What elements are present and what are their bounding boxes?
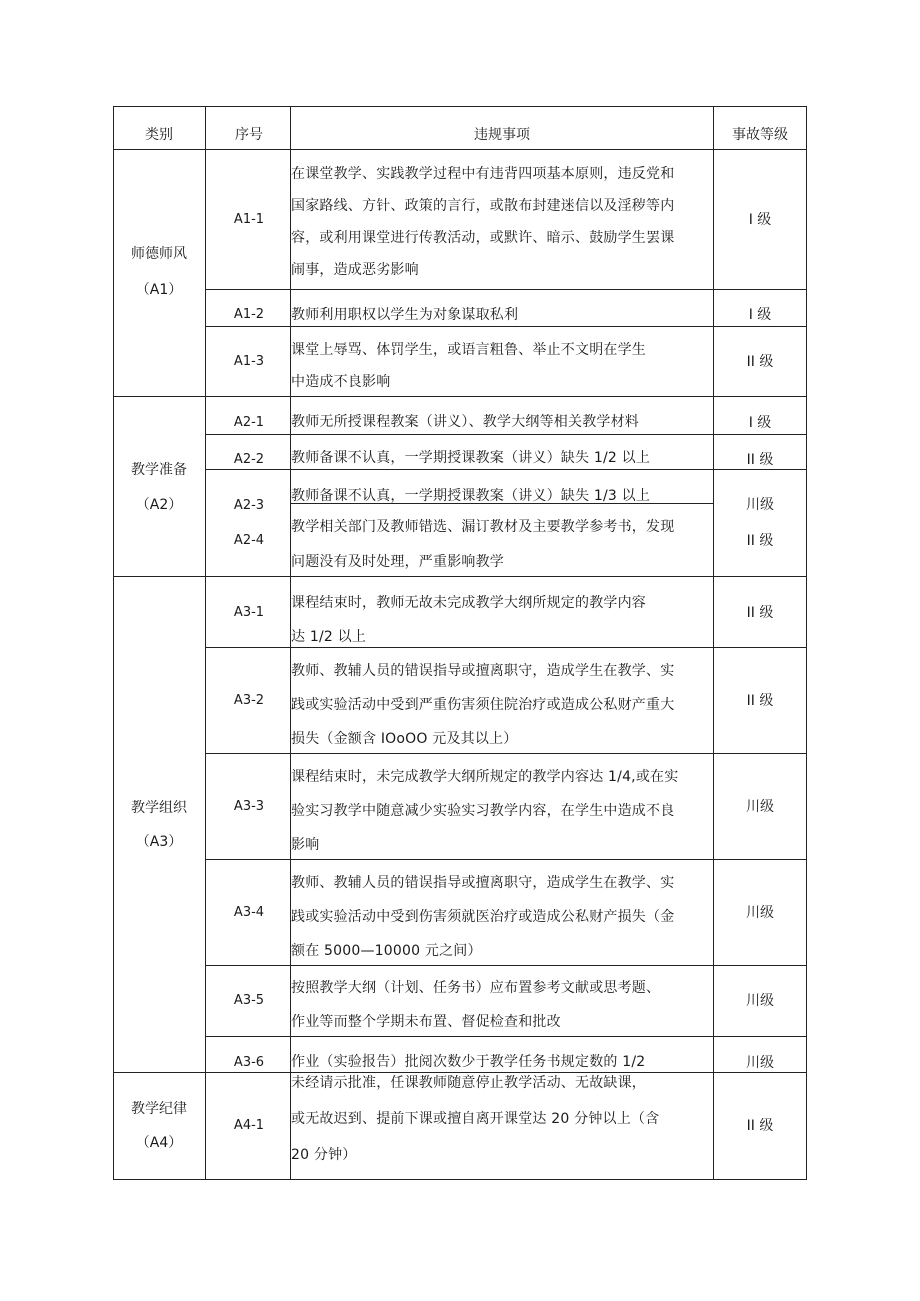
row-code: A2-4 (233, 533, 265, 548)
row-level: I 级 (748, 212, 772, 228)
table-border-bottom (113, 1179, 807, 1180)
row-level: 川级 (746, 799, 774, 815)
column-divider (205, 106, 206, 1180)
row-code: A3-3 (233, 799, 265, 814)
row-code: A3-1 (233, 605, 265, 620)
row-code: A1-2 (233, 307, 265, 322)
header-level: 事故等级 (732, 127, 788, 143)
row-level: 川级 (746, 993, 774, 1009)
category-code: （A4） (135, 1135, 183, 1151)
row-level: 川级 (746, 497, 774, 513)
row-description-line: 教学相关部门及教师错选、漏订教材及主要教学参考书，发现 (291, 519, 675, 535)
row-description-line: 容，或利用课堂进行传教活动，或默许、暗示、鼓励学生罢课 (291, 230, 675, 246)
row-description-line: 课程结束时，教师无故未完成教学大纲所规定的教学内容 (291, 595, 646, 611)
row-level: II 级 (746, 605, 774, 621)
violation-table (113, 106, 807, 1180)
category-name: 师德师风 (131, 246, 187, 262)
row-level: I 级 (748, 307, 772, 323)
row-level: I 级 (748, 415, 772, 431)
row-code: A3-5 (233, 993, 265, 1008)
row-description-line: 中造成不良影响 (291, 374, 391, 390)
table-border-right (806, 106, 807, 1180)
row-code: A3-6 (233, 1055, 265, 1070)
row-code: A2-2 (233, 452, 265, 467)
row-description-line: 验实习教学中随意减少实验实习教学内容，在学生中造成不良 (291, 803, 675, 819)
row-code: A2-1 (233, 415, 265, 430)
row-description-line: 未经请示批准，任课教师随意停止教学活动、无故缺课， (291, 1075, 646, 1091)
row-code: A4-1 (233, 1118, 265, 1133)
row-description-line: 损失（金额含 IOoOO 元及其以上） (291, 731, 518, 747)
row-code: A1-1 (233, 212, 265, 227)
row-description-line: 达 1/2 以上 (291, 629, 367, 645)
row-code: A1-3 (233, 354, 265, 369)
row-description-line: 问题没有及时处理，严重影响教学 (291, 554, 504, 570)
header-code: 序号 (235, 127, 263, 143)
row-description-line: 按照教学大纲（计划、任务书）应布置参考文献或思考题、 (291, 980, 661, 996)
row-description-line: 国家路线、方针、政策的言行，或散布封建迷信以及淫秽等内 (291, 198, 675, 214)
column-divider (713, 106, 714, 1180)
row-description-line: 教师、教辅人员的错误指导或擅离职守，造成学生在教学、实 (291, 663, 675, 679)
header-item: 违规事项 (474, 127, 530, 143)
row-level: 川级 (746, 905, 774, 921)
row-description-line: 在课堂教学、实践教学过程中有违背四项基本原则，违反党和 (291, 166, 675, 182)
row-level: II 级 (746, 354, 774, 370)
row-code: A3-2 (233, 693, 265, 708)
category-name: 教学纪律 (131, 1101, 187, 1117)
row-description-line: 教师利用职权以学生为对象谋取私利 (291, 307, 519, 323)
row-description-line: 闹事，造成恶劣影响 (291, 262, 419, 278)
row-description-line: 教师备课不认真，一学期授课教案（讲义）缺失 1/2 以上 (291, 450, 651, 466)
row-description-line: 践或实验活动中受到严重伤害须住院治疗或造成公私财产重大 (291, 697, 675, 713)
row-description-line: 教师、教辅人员的错误指导或擅离职守，造成学生在教学、实 (291, 875, 675, 891)
category-code: （A1） (135, 282, 183, 298)
row-description-line: 影响 (291, 837, 320, 853)
row-description-line: 20 分钟） (291, 1147, 357, 1163)
row-description-line: 教师无所授课程教案（讲义）、教学大纲等相关教学材料 (291, 414, 639, 430)
category-name: 教学组织 (131, 800, 187, 816)
header-divider (113, 149, 807, 150)
row-level: 川级 (746, 1055, 774, 1071)
row-description-line: 作业等而整个学期未布置、督促检查和批改 (291, 1014, 561, 1030)
category-code: （A2） (135, 497, 183, 513)
row-description-line: 课堂上辱骂、体罚学生，或语言粗鲁、举止不文明在学生 (291, 342, 646, 358)
row-description-line: 教师备课不认真，一学期授课教案（讲义）缺失 1/3 以上 (291, 488, 651, 504)
row-level: II 级 (746, 533, 774, 549)
header-category: 类别 (145, 127, 173, 143)
row-description-line: 或无故迟到、提前下课或擅自离开课堂达 20 分钟以上（含 (291, 1111, 660, 1127)
category-code: （A3） (135, 834, 183, 850)
table-border-top (113, 106, 807, 107)
row-description-line: 课程结束时，未完成教学大纲所规定的教学内容达 1/4,或在实 (291, 769, 679, 785)
row-code: A3-4 (233, 905, 265, 920)
row-level: II 级 (746, 693, 774, 709)
row-description-line: 额在 5000—10000 元之间） (291, 943, 482, 959)
row-code: A2-3 (233, 498, 265, 513)
row-divider (205, 289, 807, 290)
row-level: II 级 (746, 452, 774, 468)
row-description-line: 践或实验活动中受到伤害须就医治疗或造成公私财产损失（金 (291, 909, 675, 925)
row-level: II 级 (746, 1118, 774, 1134)
category-name: 教学准备 (131, 462, 187, 478)
row-description-line: 作业（实验报告）批阅次数少于教学任务书规定数的 1/2 (291, 1054, 646, 1070)
